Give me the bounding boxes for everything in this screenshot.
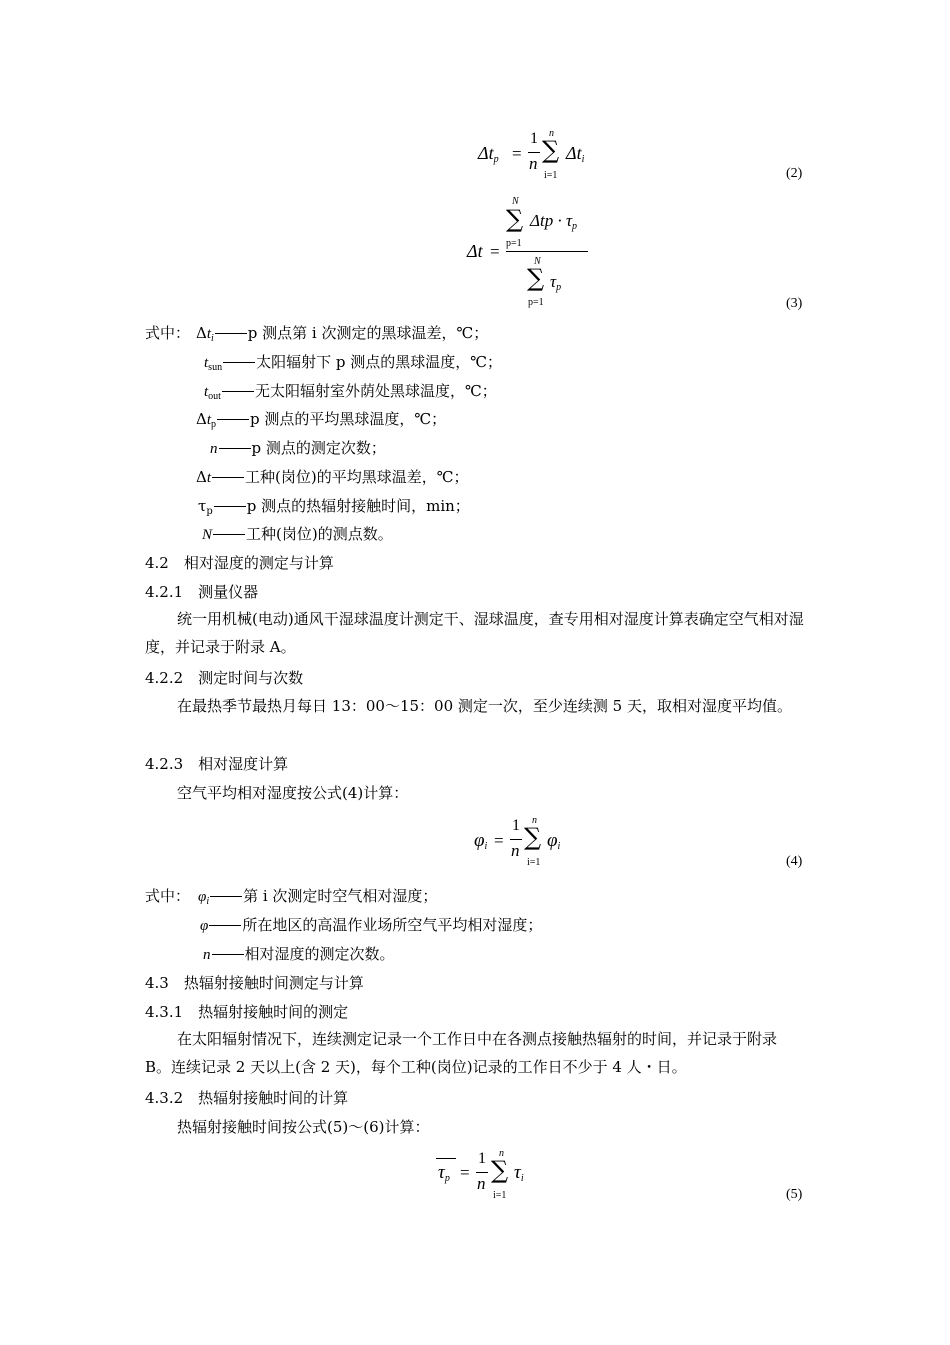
eq2-sum-top: n bbox=[549, 128, 554, 139]
eq2-sum-bottom: i=1 bbox=[544, 170, 558, 181]
em-dash-icon bbox=[217, 419, 249, 420]
eq2-number: (2) bbox=[786, 166, 803, 181]
eq2-sigma-icon: ∑ bbox=[542, 136, 560, 164]
eq3-top-term: Δtp · τ bbox=[530, 211, 573, 230]
eq3-equals: = bbox=[490, 242, 500, 261]
paragraph-4-2-2: 在最热季节最热月每日 13：00～15：00 测定一次，至少连续测 5 天，取相对湿度平均值。 bbox=[177, 697, 792, 715]
section-heading-4-2-2: 4.2.2 测定时间与次数 bbox=[145, 669, 304, 687]
em-dash-icon bbox=[212, 477, 244, 478]
eq4-term-sub: i bbox=[557, 841, 561, 852]
section-heading-4-2-1: 4.2.1 测量仪器 bbox=[145, 583, 259, 601]
where2-item-1: φ 所在地区的高温作业场所空气平均相对湿度； bbox=[200, 916, 543, 934]
eq4-lhs: φ bbox=[474, 830, 485, 851]
eq5-lhs-sub: p bbox=[444, 1173, 450, 1184]
eq5-denominator: n bbox=[477, 1174, 486, 1193]
paragraph-4-2-3: 空气平均相对湿度按公式(4)计算： bbox=[177, 784, 409, 802]
eq5-term-sub: i bbox=[520, 1173, 524, 1184]
eq3-fraction-bar bbox=[506, 251, 588, 252]
eq5-equals: = bbox=[460, 1163, 470, 1182]
where1-item-5: Δt 工种(岗位)的平均黑球温差，℃； bbox=[196, 468, 469, 486]
eq3-bot-sum-top: N bbox=[534, 256, 541, 267]
where1-item-0: $\Delta t_i$ p 测点第 i 次测定的黑球温差，℃； bbox=[196, 324, 489, 344]
eq4-sigma-icon: ∑ bbox=[524, 823, 542, 851]
eq4-fraction-bar bbox=[510, 839, 522, 840]
eq2-term: Δt bbox=[566, 143, 582, 163]
eq5-sigma-icon: ∑ bbox=[491, 1156, 509, 1184]
where1-item-1: $t_{sun}$ 太阳辐射下 p 测点的黑球温度，℃； bbox=[204, 353, 502, 373]
section-heading-4-3-1: 4.3.1 热辐射接触时间的测定 bbox=[145, 1003, 349, 1021]
section-heading-4-2: 4.2 相对湿度的测定与计算 bbox=[145, 554, 334, 572]
where2-item-2: n 相对湿度的测定次数。 bbox=[203, 945, 395, 963]
eq2-denominator: n bbox=[529, 154, 538, 173]
where1-item-7: N 工种(岗位)的测点数。 bbox=[202, 525, 393, 543]
eq3-bot-term-sub: p bbox=[556, 282, 562, 293]
em-dash-icon bbox=[209, 925, 241, 926]
eq3-bot-term: τ bbox=[550, 272, 557, 291]
eq5-number: (5) bbox=[786, 1187, 803, 1202]
eq3-lhs: Δt bbox=[467, 241, 483, 261]
where1-item-6: $\tau_p$ p 测点的热辐射接触时间，min； bbox=[198, 497, 470, 517]
where2-prefix: 式中： bbox=[145, 887, 191, 905]
eq5-numerator: 1 bbox=[478, 1150, 486, 1167]
eq4-lhs-sub: i bbox=[484, 841, 488, 852]
eq3-bot-sigma-icon: ∑ bbox=[527, 264, 545, 292]
eq4-equals: = bbox=[494, 831, 504, 850]
eq5-term: τ bbox=[514, 1162, 521, 1183]
eq4-number: (4) bbox=[786, 854, 803, 869]
eq4-term: φ bbox=[547, 830, 558, 851]
em-dash-icon bbox=[212, 954, 244, 955]
where1-prefix: 式中： bbox=[145, 324, 191, 342]
em-dash-icon bbox=[213, 534, 245, 535]
em-dash-icon bbox=[222, 391, 254, 392]
eq3-top-sum-bottom: p=1 bbox=[506, 238, 522, 249]
where1-item-3: $\Delta t_p$ p 测点的平均黑球温度，℃； bbox=[196, 410, 447, 430]
eq2-lhs-sub: p bbox=[493, 154, 499, 165]
where1-item-2: $t_{out}$ 无太阳辐射室外荫处黑球温度，℃； bbox=[204, 382, 497, 402]
paragraph-4-3-1: 在太阳辐射情况下，连续测定记录一个工作日中在各测点接触热辐射的时间，并记录于附录 B。连续记录 2 天以上(含 2 天)，每个工种(岗位)记录的工作日不少于 4 人・日。 bbox=[145, 1030, 778, 1076]
eq2-equals: = bbox=[512, 144, 522, 163]
section-heading-4-3: 4.3 热辐射接触时间测定与计算 bbox=[145, 974, 364, 992]
where1-item-4: n p 测点的测定次数； bbox=[210, 439, 386, 457]
eq3-top-sum-top: N bbox=[512, 196, 519, 207]
eq2-numerator: 1 bbox=[530, 130, 538, 147]
where2-item-0: $\varphi_i$ 第 i 次测定时空气相对湿度； bbox=[198, 887, 438, 907]
em-dash-icon bbox=[219, 448, 251, 449]
paragraph-4-2-1: 统一用机械(电动)通风干湿球温度计测定干、湿球温度，查专用相对湿度计算表确定空气相对湿度，并记录于附录 A。 bbox=[145, 610, 804, 656]
eq2-term-sub: i bbox=[581, 154, 585, 165]
eq4-sum-bottom: i=1 bbox=[527, 857, 541, 868]
em-dash-icon bbox=[215, 333, 247, 334]
eq4-numerator: 1 bbox=[512, 817, 520, 834]
eq4-sum-top: n bbox=[532, 815, 537, 826]
eq5-overline bbox=[436, 1158, 456, 1159]
eq5-lhs: τ bbox=[438, 1162, 445, 1183]
em-dash-icon bbox=[223, 362, 255, 363]
section-heading-4-3-2: 4.3.2 热辐射接触时间的计算 bbox=[145, 1089, 349, 1107]
eq2-lhs: Δt bbox=[478, 143, 494, 163]
em-dash-icon bbox=[210, 896, 242, 897]
em-dash-icon bbox=[214, 506, 246, 507]
section-heading-4-2-3: 4.2.3 相对湿度计算 bbox=[145, 755, 289, 773]
eq3-bot-sum-bottom: p=1 bbox=[528, 297, 544, 308]
eq3-top-sigma-icon: ∑ bbox=[506, 205, 524, 233]
eq5-fraction-bar bbox=[476, 1172, 488, 1173]
eq3-top-term-sub: p bbox=[572, 221, 578, 232]
paragraph-4-3-2: 热辐射接触时间按公式(5)～(6)计算： bbox=[177, 1118, 430, 1136]
eq3-number: (3) bbox=[786, 296, 803, 311]
eq5-sum-bottom: i=1 bbox=[493, 1190, 507, 1201]
eq2-fraction-bar bbox=[528, 152, 540, 153]
eq5-sum-top: n bbox=[499, 1148, 504, 1159]
eq4-denominator: n bbox=[511, 841, 520, 860]
